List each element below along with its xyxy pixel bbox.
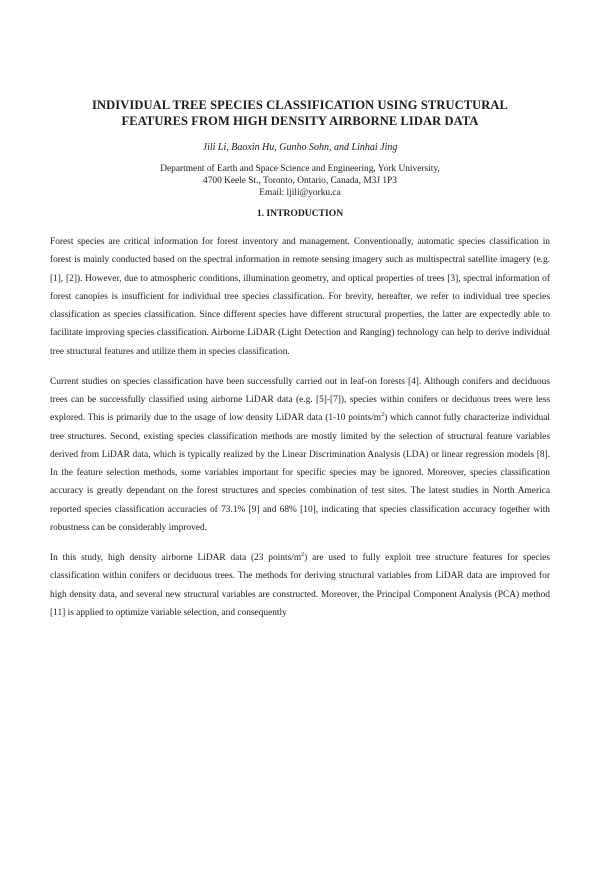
title-line-2: FEATURES FROM HIGH DENSITY AIRBORNE LIDAR DATA bbox=[121, 114, 479, 128]
paragraph-3-text-a: In this study, high density airborne LiDAR data (23 points/m bbox=[50, 553, 302, 563]
intro-paragraph-2 bbox=[50, 373, 550, 537]
affiliation-line-1: Department of Earth and Space Science and Engineering, York University, bbox=[160, 164, 440, 174]
paragraph-3-text-b: ) are used to fully exploit tree structure features for species classification within conifers or deciduous trees. The methods for deriving structural variables from LiDAR data are improved for high density data, and several new structural variables are constructed. Moreover, the Principal Component Analysis (PCA) method [11] is applied to optimize variable selection, and consequently bbox=[50, 553, 550, 618]
author-list: Jili Li, Baoxin Hu, Gunho Sohn, and Linhai Jing bbox=[202, 142, 398, 153]
paragraph-2-superscript: 2 bbox=[381, 412, 385, 419]
paragraph-3-superscript: 2 bbox=[301, 552, 305, 558]
paper-page bbox=[0, 97, 600, 873]
paragraph-2-text-a: Current studies on species classification have been successfully carried out in leaf-on forests [4]. Although conifers and deciduous trees can be successfully classified using airborne LiDAR data (e.g. [5]-[7]), species within conifers or deciduous trees were less explored. This is primarily due to the usage of low density LiDAR data (1-10 points/m bbox=[50, 376, 550, 424]
title-line-1: INDIVIDUAL TREE SPECIES CLASSIFICATION USING STRUCTURAL bbox=[92, 98, 508, 112]
paper-title bbox=[50, 97, 550, 129]
intro-paragraph-1: Forest species are critical information for forest inventory and management. Conventionally, automatic species classification in forest is mainly conducted based on the spectral information in remote sensing imagery such as multispectral satellite imagery (e.g. [1], [2]). However, due to atmospheric conditions, illumination geometry, and optical properties of trees [3], spectral information of forest canopies is insufficient for individual tree species classification. For brevity, hereafter, we refer to individual tree species classification as species classification. Since different species have different structural properties, the latter are expectedly able to facilitate improving species classification. Airborne LiDAR (Light Detection and Ranging) technology can help to derive individual tree structural features and utilize them in species classification. bbox=[50, 237, 550, 357]
intro-paragraph-3 bbox=[50, 549, 550, 622]
affiliation bbox=[50, 163, 550, 199]
affiliation-line-2: 4700 Keele St., Toronto, Ontario, Canada, M3J 1P3 bbox=[203, 176, 397, 186]
contact-email: Email: ljili@yorku.ca bbox=[259, 188, 341, 198]
paragraph-2-text-b: ) which cannot fully characterize individual tree structures. Second, existing species classification methods are mostly limited by the selection of structural feature variables derived from LiDAR data, which is typically realized by the Linear Discrimination Analysis (LDA) or linear regression models [8]. In the feature selection methods, some variables important for specific species may be ignored. Moreover, species classification accuracy is greatly dependant on the forest structures and species combination of test sites. The latest studies in North America reported species classification accuracies of 73.1% [9] and 68% [10], indicating that species classification accuracy together with robustness can be considerably improved. bbox=[50, 413, 550, 533]
section-heading-introduction: 1. INTRODUCTION bbox=[256, 208, 344, 219]
